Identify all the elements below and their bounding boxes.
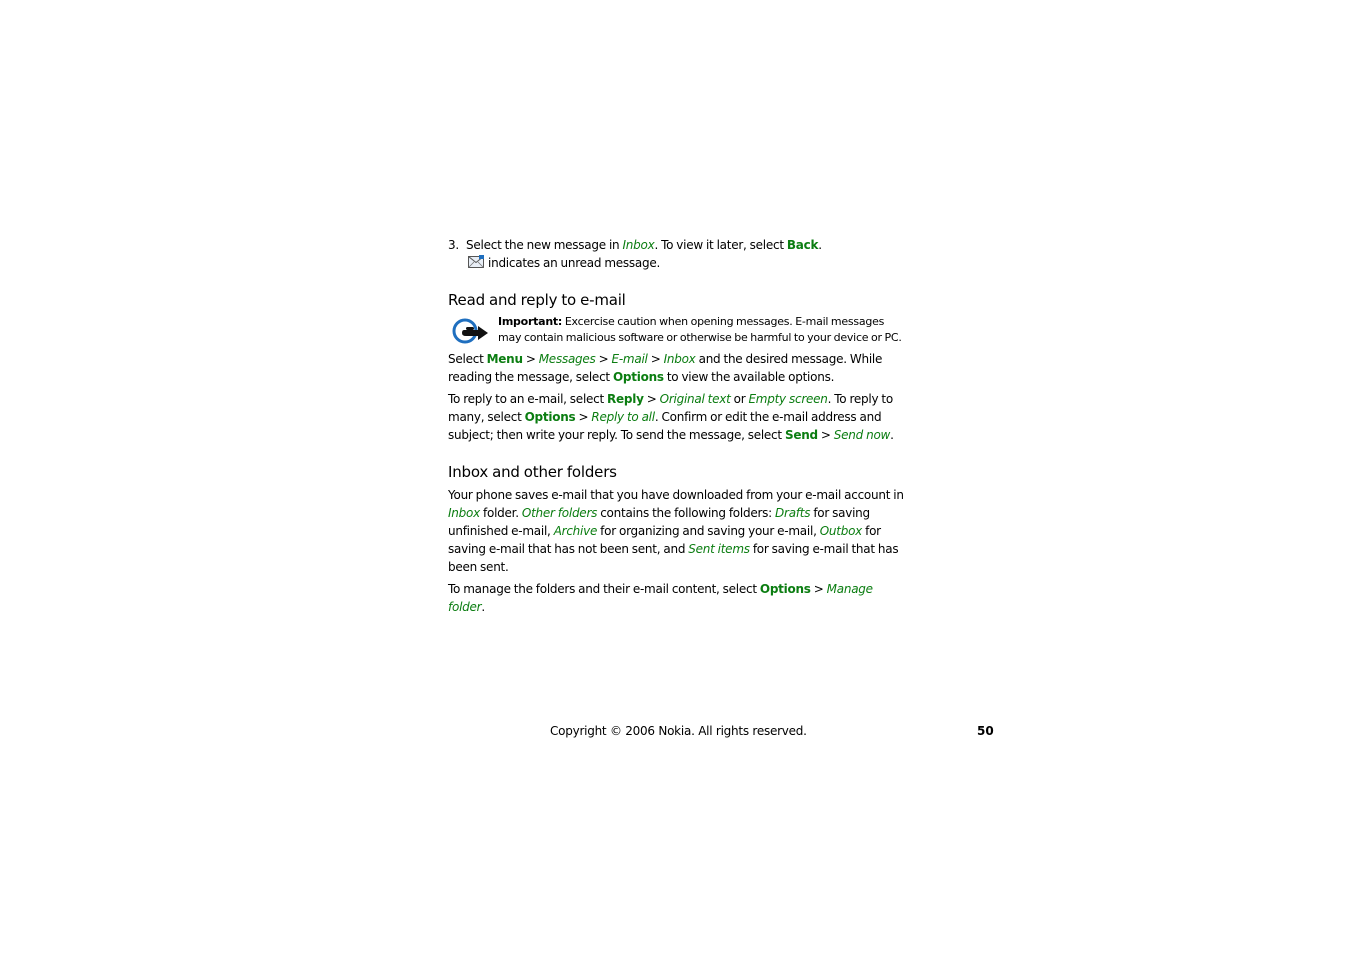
unread-note: indicates an unread message. bbox=[488, 256, 661, 270]
unread-mail-icon bbox=[468, 255, 484, 268]
text: for saving unfinished e-mail, bbox=[448, 506, 870, 538]
text: . bbox=[481, 600, 485, 614]
text: for saving e-mail that has been sent. bbox=[448, 542, 899, 574]
page-number: 50 bbox=[977, 724, 994, 738]
email-option: E-mail bbox=[611, 352, 648, 366]
paragraph-reply bbox=[448, 390, 904, 444]
important-label: Important: bbox=[498, 315, 563, 328]
original-text-option: Original text bbox=[659, 392, 731, 406]
separator: > bbox=[810, 582, 827, 596]
manage-folder-option: Manage folder bbox=[448, 582, 873, 614]
separator: > bbox=[647, 352, 664, 366]
outbox-folder: Outbox bbox=[819, 524, 863, 538]
options-option: Options bbox=[524, 410, 576, 424]
text: Your phone saves e-mail that you have downloaded from your e-mail account in bbox=[448, 488, 904, 502]
step-text: . bbox=[818, 238, 822, 252]
inbox-link: Inbox bbox=[622, 238, 655, 252]
step-number: 3. bbox=[448, 238, 459, 252]
text: . Confirm or edit the e-mail address and subject; then write your reply. To send the message, select bbox=[448, 410, 882, 442]
text: To reply to an e-mail, select bbox=[448, 392, 608, 406]
separator: > bbox=[575, 410, 592, 424]
inbox-option: Inbox bbox=[663, 352, 696, 366]
heading-inbox-folders: Inbox and other folders bbox=[448, 463, 617, 481]
menu-option: Menu bbox=[486, 352, 523, 366]
paragraph-select-menu bbox=[448, 350, 904, 386]
step-3-note bbox=[448, 254, 904, 272]
paragraph-manage bbox=[448, 580, 904, 616]
copyright: Copyright © 2006 Nokia. All rights reserved. bbox=[550, 724, 807, 738]
empty-screen-option: Empty screen bbox=[748, 392, 828, 406]
paragraph-folders bbox=[448, 486, 904, 576]
separator: > bbox=[595, 352, 612, 366]
important-note bbox=[448, 314, 904, 346]
send-option: Send bbox=[784, 428, 818, 442]
important-text: Excercise caution when opening messages. E-mail messages may contain malicious software or otherwise be harmful to your device or PC. bbox=[498, 315, 902, 344]
text: and the desired message. While reading the message, select bbox=[448, 352, 883, 384]
back-option: Back bbox=[786, 238, 819, 252]
other-folders: Other folders bbox=[521, 506, 598, 520]
options-option: Options bbox=[759, 582, 811, 596]
inbox-folder: Inbox bbox=[448, 506, 480, 520]
step-3 bbox=[448, 236, 904, 254]
text: for saving e-mail that has not been sent, and bbox=[448, 524, 881, 556]
options-option: Options bbox=[612, 370, 664, 384]
text: . To reply to many, select bbox=[448, 392, 893, 424]
separator: > bbox=[817, 428, 834, 442]
text: for organizing and saving your e-mail, bbox=[597, 524, 820, 538]
sent-items-folder: Sent items bbox=[688, 542, 750, 556]
messages-option: Messages bbox=[538, 352, 596, 366]
heading-read-reply: Read and reply to e-mail bbox=[448, 291, 626, 309]
page-content bbox=[448, 236, 904, 620]
step-text: Select the new message in bbox=[466, 238, 623, 252]
archive-folder: Archive bbox=[553, 524, 598, 538]
reply-to-all-option: Reply to all bbox=[591, 410, 655, 424]
text: . bbox=[890, 428, 894, 442]
warning-hand-icon bbox=[452, 316, 492, 346]
text: or bbox=[730, 392, 749, 406]
reply-option: Reply bbox=[607, 392, 644, 406]
text: Select bbox=[448, 352, 487, 366]
text: contains the following folders: bbox=[597, 506, 776, 520]
text: to view the available options. bbox=[663, 370, 835, 384]
step-text: . To view it later, select bbox=[654, 238, 787, 252]
drafts-folder: Drafts bbox=[775, 506, 811, 520]
send-now-option: Send now bbox=[833, 428, 891, 442]
text: folder. bbox=[479, 506, 522, 520]
text: To manage the folders and their e-mail content, select bbox=[448, 582, 760, 596]
separator: > bbox=[522, 352, 539, 366]
separator: > bbox=[643, 392, 660, 406]
